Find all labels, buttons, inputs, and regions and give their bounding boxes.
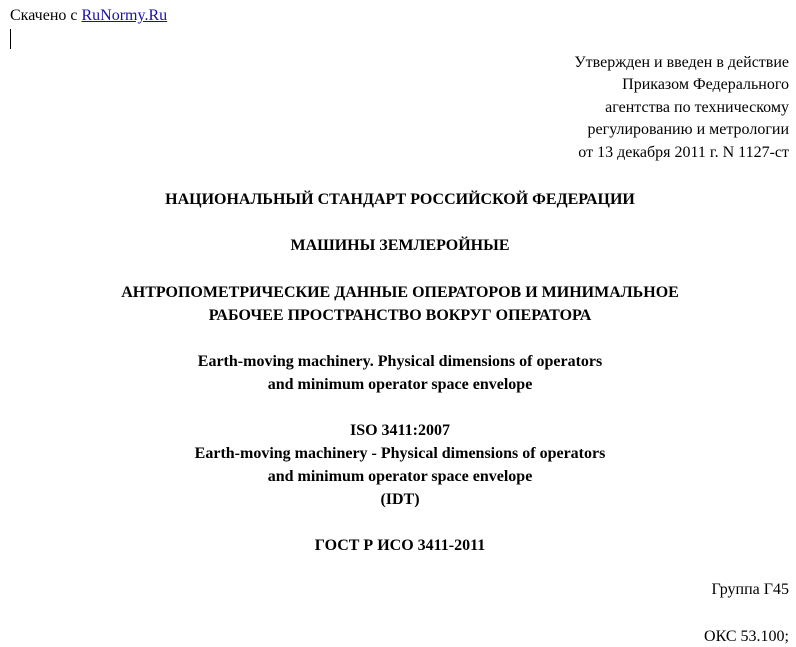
oks-code: ОКС 53.100; xyxy=(704,628,789,645)
downloaded-prefix: Скачено с xyxy=(10,7,78,24)
national-standard-text: НАЦИОНАЛЬНЫЙ СТАНДАРТ РОССИЙСКОЙ ФЕДЕРАЦИИ xyxy=(165,191,635,208)
runormy-link[interactable]: RuNormy.Ru xyxy=(81,7,168,24)
approval-line: регулированию и метрологии xyxy=(587,121,789,139)
source-line xyxy=(10,6,167,25)
iso-line: and minimum operator space envelope xyxy=(267,468,533,485)
english-title-line: and minimum operator space envelope xyxy=(267,376,533,393)
gost-designation xyxy=(0,534,796,557)
national-standard-heading xyxy=(0,188,796,211)
approval-line: агентства по техническому xyxy=(605,98,789,116)
iso-reference xyxy=(0,419,796,511)
anthropometric-heading xyxy=(0,281,796,327)
english-title xyxy=(0,350,796,396)
machines-heading xyxy=(0,234,796,257)
approval-line: Утвержден и введен в действие xyxy=(574,54,789,71)
machines-text: МАШИНЫ ЗЕМЛЕРОЙНЫЕ xyxy=(290,237,510,254)
group-code: Группа Г45 xyxy=(711,581,789,598)
approval-line: Приказом Федерального xyxy=(622,76,789,94)
approval-block xyxy=(574,52,789,164)
approval-line: от 13 декабря 2011 г. N 1127-ст xyxy=(578,143,789,161)
anthropometric-line: АНТРОПОМЕТРИЧЕСКИЕ ДАННЫЕ ОПЕРАТОРОВ И МИНИМАЛЬНОЕ xyxy=(121,284,679,301)
iso-line: ISO 3411:2007 xyxy=(349,422,450,439)
text-cursor xyxy=(10,29,11,49)
iso-line: Earth-moving machinery - Physical dimensions of operators xyxy=(194,445,606,462)
anthropometric-line: РАБОЧЕЕ ПРОСТРАНСТВО ВОКРУГ ОПЕРАТОРА xyxy=(208,307,592,324)
gost-text: ГОСТ Р ИСО 3411-2011 xyxy=(314,537,486,554)
iso-line: (IDT) xyxy=(380,491,420,508)
english-title-line: Earth-moving machinery. Physical dimensions of operators xyxy=(197,353,603,370)
